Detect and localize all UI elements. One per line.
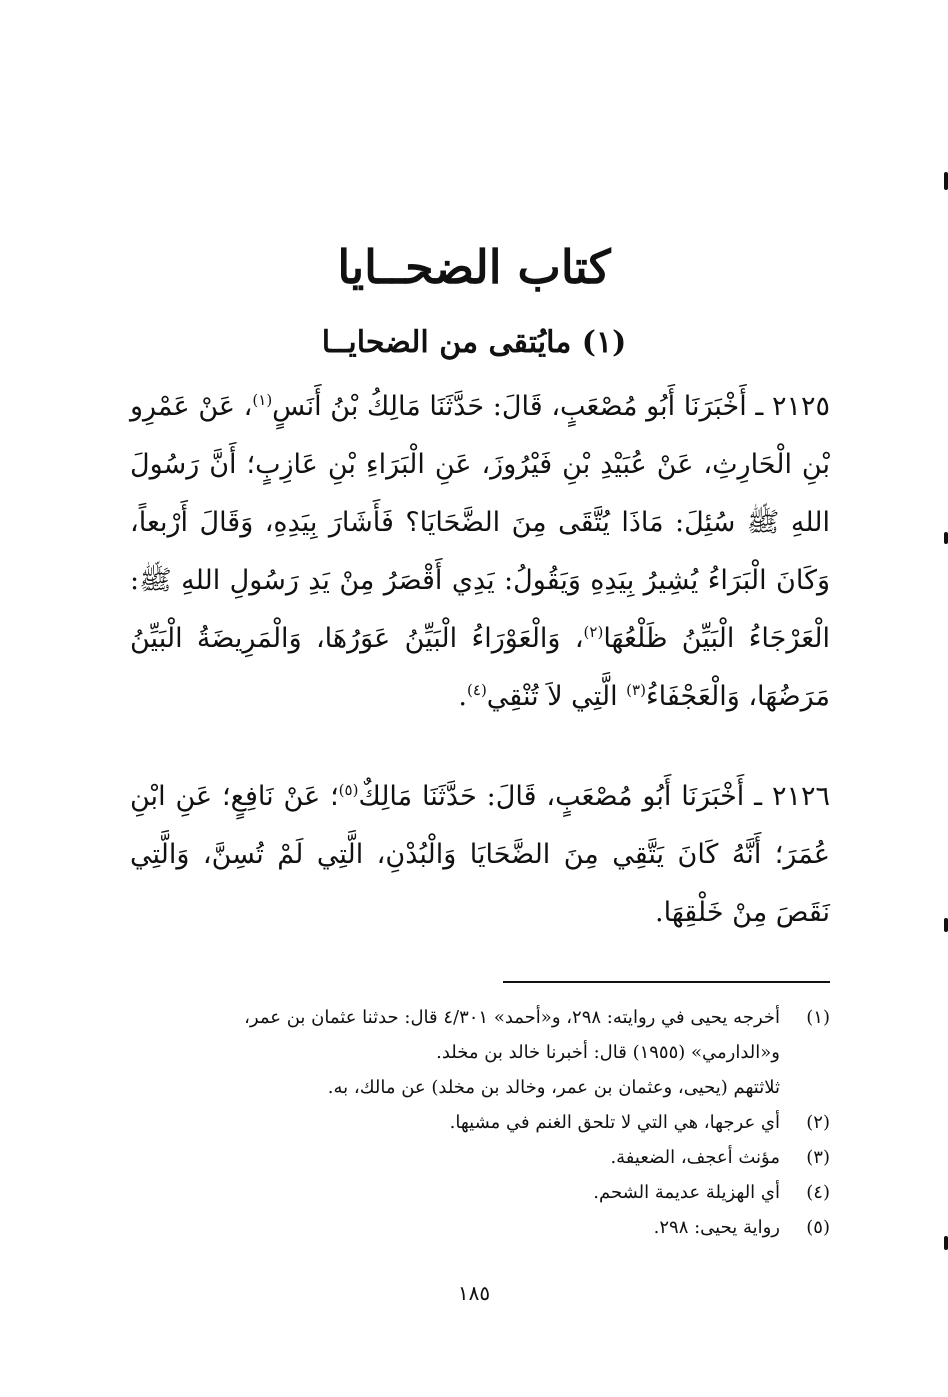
footnote-ref: (٥) [338, 781, 359, 799]
hadith-text: ٢١٢٥ ـ أَخْبَرَنَا أَبُو مُصْعَبٍ، قَالَ: حَدَّثَنَا مَالِكُ بْنُ أَنَسٍ [272, 391, 831, 422]
hadith-2126 [130, 768, 830, 942]
footnote-number: (٥) [806, 1217, 830, 1238]
section-title: (١) مايُتقى من الضحايــا [321, 325, 627, 360]
hadith-text: ، وَالْعَوْرَاءُ الْبَيِّنُ عَوَرُهَا، وَالْمَرِيضَةُ الْبَيِّنُ مَرَضُهَا، وَالْعَجْفَاءُ [130, 623, 830, 712]
footnote-ref: (٣) [626, 681, 646, 699]
footnote-ref: (٤) [467, 681, 487, 699]
footnote-2 [120, 1105, 830, 1140]
scan-edge-mark [944, 1236, 948, 1250]
footnote-line: أخرجه يحيى في روايته: ٢٩٨، و«أحمد» ٤/٣٠١ قال: حدثنا عثمان بن عمر، [244, 1007, 780, 1028]
footnote-divider [503, 981, 830, 983]
footnote-number: (٣) [806, 1147, 830, 1168]
scan-edge-mark [944, 172, 948, 190]
book-title: كتاب الضحــايا [337, 240, 611, 294]
hadith-text: ، عَنْ عَمْرِو بْنِ الْحَارِثِ، عَنْ عُبَيْدِ بْنِ فَيْرُوزَ، عَنِ الْبَرَاءِ بْنِ عَازِبٍ؛ أَنَّ رَسُولَ اللهِ ﷺ سُئِلَ: مَاذَا يُتَّقَى مِنَ الضَّحَايَا؟ فَأَشَارَ بِيَدِهِ، وَقَالَ أَرْبعاً، وَكَانَ الْبَرَاءُ يُشِيرُ بِيَدِهِ وَيَقُولُ: يَدِي أَقْصَرُ مِنْ يَدِ رَسُولِ اللهِ ﷺ: الْعَرْجَاءُ الْبَيِّنُ ظَلْعُهَا [130, 391, 830, 654]
footnote-1 [120, 1000, 830, 1105]
footnote-line: و«الدارمي» (١٩٥٥) قال: أخبرنا خالد بن مخلد. [436, 1042, 780, 1063]
scan-edge-mark [944, 532, 948, 544]
footnote-line: مؤنث أعجف، الضعيفة. [610, 1147, 780, 1168]
page-number: ١٨٥ [457, 1281, 491, 1305]
footnote-4 [120, 1175, 830, 1210]
footnotes-list [120, 1000, 830, 1245]
footnote-ref: (٢) [583, 623, 604, 641]
hadith-text: . [458, 681, 468, 712]
footnote-3 [120, 1140, 830, 1175]
footnote-ref: (١) [252, 391, 273, 409]
hadith-text: الَّتِي لاَ تُنْقِي [486, 681, 627, 712]
footnote-line: أي عرجها، هي التي لا تلحق الغنم في مشيها. [449, 1112, 780, 1133]
footnote-5 [120, 1210, 830, 1245]
footnote-number: (١) [806, 1007, 830, 1028]
footnote-line: رواية يحيى: ٢٩٨. [653, 1217, 780, 1238]
footnote-line: أي الهزيلة عديمة الشحم. [593, 1182, 780, 1203]
hadith-text: ؛ عَنْ نَافِعٍ؛ عَنِ ابْنِ عُمَرَ؛ أَنَّهُ كَانَ يَتَّقِي مِنَ الضَّحَايَا وَالْبُدْنِ، الَّتِي لَمْ تُسِنَّ، وَالَّتِي نَقَصَ مِنْ خَلْقِهَا. [130, 781, 830, 928]
scan-edge-mark [944, 918, 948, 932]
footnote-number: (٢) [806, 1112, 830, 1133]
hadith-2125 [130, 378, 830, 726]
footnote-line: ثلاثتهم (يحيى، وعثمان بن عمر، وخالد بن مخلد) عن مالك، به. [327, 1077, 780, 1098]
hadith-text: ٢١٢٦ ـ أَخْبَرَنَا أَبُو مُصْعَبٍ، قَالَ: حَدَّثَنَا مَالِكٌ [358, 781, 830, 812]
footnote-number: (٤) [806, 1182, 830, 1203]
